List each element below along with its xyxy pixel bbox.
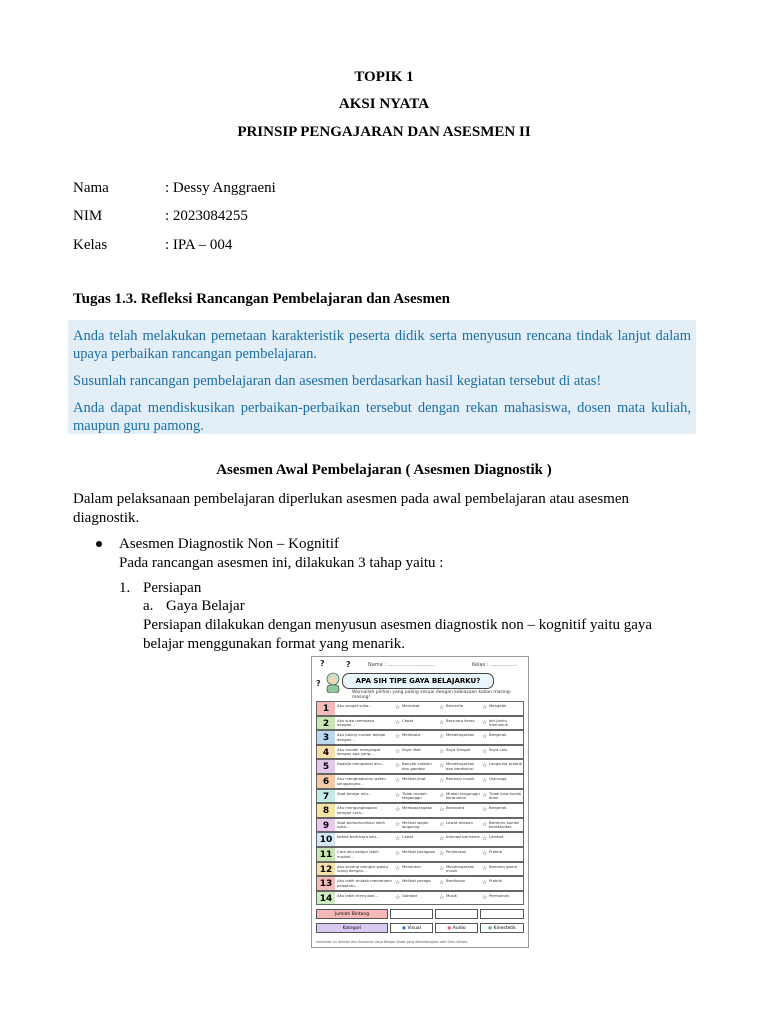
- row-option: Praktik: [489, 878, 503, 884]
- callout-paragraph: Anda dapat mendiskusikan perbaikan-perbaikan tersebut dengan rekan mahasiswa, dosen mata kuliah, maupun guru pamong.: [73, 400, 691, 434]
- star-icon[interactable]: ☆: [439, 820, 445, 828]
- row-option: Jari-jariku menunjuk: [489, 717, 508, 728]
- row-question: Aku lebih menyukai...: [337, 892, 378, 898]
- total-cell: [435, 909, 478, 919]
- question-mark-icon: ?: [346, 660, 351, 669]
- row-question: Aku senang mengisi waktu luang dengan...: [337, 863, 389, 874]
- row-number: 8: [317, 804, 335, 817]
- paragraph-line: Persiapan dilakukan dengan menyusun asesmen diagnostik non – kognitif yaitu gaya: [143, 617, 653, 633]
- star-icon[interactable]: ☆: [395, 893, 401, 901]
- star-icon[interactable]: ☆: [395, 806, 401, 814]
- identity-label: NIM: [73, 208, 103, 224]
- row-option: Penjelasan: [446, 849, 467, 854]
- row-option: Melihat peragaan: [402, 849, 436, 854]
- student-avatar-icon: [324, 671, 342, 693]
- worksheet-row: [316, 832, 524, 847]
- task-title: Tugas 1.3. Refleksi Rancangan Pembelajaran dan Asesmen: [73, 291, 450, 307]
- star-icon[interactable]: ☆: [482, 864, 488, 872]
- bullet-item: Asesmen Diagnostik Non – Kognitif: [119, 536, 339, 552]
- worksheet-row: [316, 745, 524, 760]
- total-stars-label: Jumlah Bintang: [316, 909, 388, 919]
- row-option: Saya lihat: [402, 746, 421, 752]
- row-number: 3: [317, 731, 335, 744]
- category-audio: ● Audio: [435, 923, 478, 933]
- identity-name-row: [73, 180, 276, 197]
- learning-style-worksheet: [311, 656, 529, 948]
- row-question: Saat belajar aku...: [337, 790, 372, 796]
- row-option: Bermain musik: [446, 776, 475, 781]
- row-option: Melihat-lihat: [402, 776, 426, 781]
- category-kinestetik: ● Kinestetik: [480, 923, 524, 933]
- worksheet-row: [316, 876, 524, 891]
- star-icon[interactable]: ☆: [439, 835, 445, 843]
- row-option: Saya Dengar: [446, 746, 471, 752]
- worksheet-row: [316, 759, 524, 774]
- star-icon[interactable]: ☆: [439, 850, 445, 857]
- row-number: 2: [317, 717, 335, 730]
- row-number: 12: [317, 863, 335, 876]
- identity-class-row: [73, 237, 232, 254]
- row-option: Praktik: [489, 849, 503, 854]
- worksheet-row: [316, 803, 524, 818]
- row-question: Aku suka membaca dengan...: [337, 717, 375, 728]
- row-option: Cepat: [402, 717, 414, 723]
- row-option: Berdiskusi: [446, 878, 466, 884]
- identity-value: : Dessy Anggraeni: [165, 180, 276, 196]
- row-option: Lewat telepon: [446, 819, 473, 825]
- worksheet-row: [316, 774, 524, 789]
- row-number: 11: [317, 848, 335, 861]
- row-question: Aku sangat suka...: [337, 703, 372, 708]
- star-icon[interactable]: ☆: [482, 835, 488, 843]
- star-icon[interactable]: ☆: [482, 777, 488, 784]
- callout-paragraph: Anda telah melakukan pemetaan karakteristik peserta didik serta menyusun rencana tindak lanjut dalam upaya perbaikan rancangan pembelajaran.: [73, 328, 691, 362]
- worksheet-instruction: Warnailah pilihan yang paling sesuai dengan kebiasaan kalian masing-masing!: [352, 690, 512, 700]
- row-option: Langsung praktik: [489, 761, 522, 767]
- row-question: Aku paling mudah belajar dengan...: [337, 732, 386, 742]
- star-icon[interactable]: ☆: [482, 704, 488, 711]
- total-cell: [480, 909, 524, 919]
- row-option: Mencatat: [402, 703, 420, 708]
- row-number: 5: [317, 760, 335, 773]
- star-icon[interactable]: ☆: [439, 879, 445, 887]
- total-cell: [390, 909, 433, 919]
- worksheet-row: [316, 701, 524, 716]
- identity-value: : IPA – 004: [165, 237, 233, 253]
- star-icon[interactable]: ☆: [439, 733, 445, 741]
- star-icon[interactable]: ☆: [395, 762, 401, 770]
- star-icon[interactable]: ☆: [439, 864, 445, 872]
- star-icon[interactable]: ☆: [439, 762, 445, 770]
- callout-paragraph: Susunlah rancangan pembelajaran dan asesmen berdasarkan hasil kegiatan tersebut di atas!: [73, 373, 602, 389]
- star-icon[interactable]: ☆: [439, 704, 445, 711]
- row-option: Bertemu sambil beraktivitas: [489, 819, 520, 830]
- row-option: Bergerak: [489, 805, 507, 811]
- worksheet-name-field: Nama : ..............................: [368, 662, 436, 668]
- star-icon[interactable]: ☆: [395, 718, 401, 726]
- category-label: Kategori: [316, 923, 388, 933]
- star-icon[interactable]: ☆: [439, 777, 445, 784]
- row-option: Musik: [446, 892, 457, 898]
- doc-title: PRINSIP PENGAJARAN DAN ASESMEN II: [237, 124, 531, 140]
- category-visual: ● Visual: [390, 923, 433, 933]
- row-option: Bermain game: [489, 863, 517, 869]
- star-icon[interactable]: ☆: [439, 718, 445, 726]
- numbered-label: Persiapan: [143, 580, 202, 596]
- row-option: Permainan: [489, 892, 510, 898]
- star-icon[interactable]: ☆: [482, 747, 488, 755]
- star-icon[interactable]: ☆: [395, 820, 401, 828]
- row-number: 7: [317, 790, 335, 803]
- row-option: Intonasi berirama: [446, 834, 480, 840]
- row-option: Berbicara: [446, 805, 465, 811]
- row-option: Saya Lalu: [489, 746, 508, 752]
- row-question: Aku menghabiskan waktu senggangku...: [337, 776, 386, 786]
- row-option: Mudah terganggu keramaian: [446, 790, 480, 801]
- star-icon[interactable]: ☆: [395, 791, 401, 799]
- row-question: Saat berkomunikasi lebih suka...: [337, 819, 385, 830]
- identity-nim-row: [73, 208, 248, 225]
- worksheet-row: [316, 730, 524, 745]
- row-question: Aku mengungkapkan dengan cara...: [337, 805, 378, 815]
- worksheet-title: APA SIH TIPE GAYA BELAJARKU?: [342, 673, 494, 689]
- star-icon[interactable]: ☆: [439, 791, 445, 799]
- worksheet-row: [316, 789, 524, 804]
- question-mark-icon: ?: [316, 679, 321, 688]
- worksheet-row: [316, 847, 524, 862]
- row-option: Cepat: [402, 834, 414, 840]
- identity-label: Kelas: [73, 237, 108, 253]
- row-option: Mendengarkan dan berdiskusi: [446, 761, 475, 771]
- star-icon[interactable]: ☆: [482, 820, 488, 828]
- row-option: Tidak mudah terganggu keramaian: [402, 790, 427, 805]
- star-icon[interactable]: ☆: [439, 747, 445, 755]
- row-option: Melihat peraga: [402, 878, 431, 884]
- row-number: 13: [317, 877, 335, 890]
- identity-label: Nama: [73, 180, 109, 196]
- question-mark-icon: ?: [320, 659, 325, 668]
- row-option: Bercerita: [446, 703, 464, 708]
- star-icon[interactable]: ☆: [482, 733, 488, 741]
- row-option: Melihat wajah langsung: [402, 819, 429, 830]
- star-icon[interactable]: ☆: [395, 777, 401, 784]
- row-option: Mengetik: [489, 703, 507, 708]
- star-icon[interactable]: ☆: [482, 879, 488, 887]
- row-option: Mendengarkan: [446, 732, 475, 738]
- star-icon[interactable]: ☆: [482, 806, 488, 814]
- row-option: Membayangkan: [402, 805, 433, 811]
- row-option: Membaca: [402, 732, 421, 738]
- row-option: Lambat: [489, 834, 504, 840]
- row-number: 6: [317, 775, 335, 788]
- row-option: Menonton: [402, 863, 421, 869]
- lettered-label: Gaya Belajar: [166, 598, 245, 614]
- bullet-dot: [96, 541, 102, 547]
- star-icon[interactable]: ☆: [395, 747, 401, 755]
- worksheet-footnote: Instrumen ini diambil dari Kuesioner Gaya Belajar Siswa yang dikembangkan oleh Guru Aktivis.: [316, 940, 469, 944]
- star-icon[interactable]: ☆: [395, 733, 401, 741]
- paragraph-line: belajar menggunakan format yang menarik.: [143, 636, 405, 652]
- star-icon[interactable]: ☆: [395, 850, 401, 857]
- star-icon[interactable]: ☆: [482, 762, 488, 770]
- row-question: Ketika berbicara aku...: [337, 834, 380, 840]
- section-title: Asesmen Awal Pembelajaran ( Asesmen Diagnostik ): [216, 462, 552, 478]
- star-icon[interactable]: ☆: [482, 893, 488, 901]
- row-option: Banyak catatan dan gambar: [402, 761, 432, 771]
- star-icon[interactable]: ☆: [439, 893, 445, 901]
- instruction-callout: [68, 320, 696, 434]
- worksheet-row: [316, 862, 524, 877]
- row-option: Bergerak: [489, 732, 507, 738]
- row-question: Apabila mengobrol aku...: [337, 761, 385, 767]
- worksheet-row: [316, 716, 524, 731]
- row-option: Tidak bisa duduk diam: [489, 790, 522, 801]
- worksheet-class-field: Kelas : .................: [472, 662, 518, 668]
- star-icon[interactable]: ☆: [395, 879, 401, 887]
- row-number: 4: [317, 746, 335, 759]
- numbered-marker: 1.: [119, 580, 131, 596]
- star-icon[interactable]: ☆: [395, 864, 401, 872]
- row-option: Gambar: [402, 892, 418, 898]
- star-icon[interactable]: ☆: [395, 835, 401, 843]
- row-number: 1: [317, 702, 335, 715]
- row-option: Bersuara keras: [446, 717, 475, 723]
- worksheet-row: [316, 818, 524, 833]
- doc-topic: TOPIK 1: [354, 69, 414, 85]
- row-question: Aku lebih mudah memahami pelajaran...: [337, 878, 392, 888]
- row-number: 14: [317, 892, 335, 905]
- row-question: Cara aku belajar lebih mudah...: [337, 849, 379, 859]
- row-option: Olahraga: [489, 776, 507, 781]
- doc-subtitle: AKSI NYATA: [338, 96, 430, 112]
- lettered-marker: a.: [143, 598, 154, 614]
- star-icon[interactable]: ☆: [482, 791, 488, 799]
- row-question: Aku mudah mengingat dengan apa yang...: [337, 746, 381, 757]
- row-option: Mendengarkan musik: [446, 863, 475, 874]
- row-number: 9: [317, 819, 335, 832]
- worksheet-row: [316, 891, 524, 906]
- star-icon[interactable]: ☆: [439, 806, 445, 814]
- intro-paragraph: Dalam pelaksanaan pembelajaran diperlukan asesmen pada awal pembelajaran atau asesmen diagnostik.: [73, 491, 629, 526]
- star-icon[interactable]: ☆: [482, 718, 488, 726]
- row-number: 10: [317, 833, 335, 846]
- star-icon[interactable]: ☆: [395, 704, 401, 711]
- identity-value: : 2023084255: [165, 208, 248, 224]
- star-icon[interactable]: ☆: [482, 850, 488, 857]
- bullet-subtext: Pada rancangan asesmen ini, dilakukan 3 tahap yaitu :: [119, 555, 444, 571]
